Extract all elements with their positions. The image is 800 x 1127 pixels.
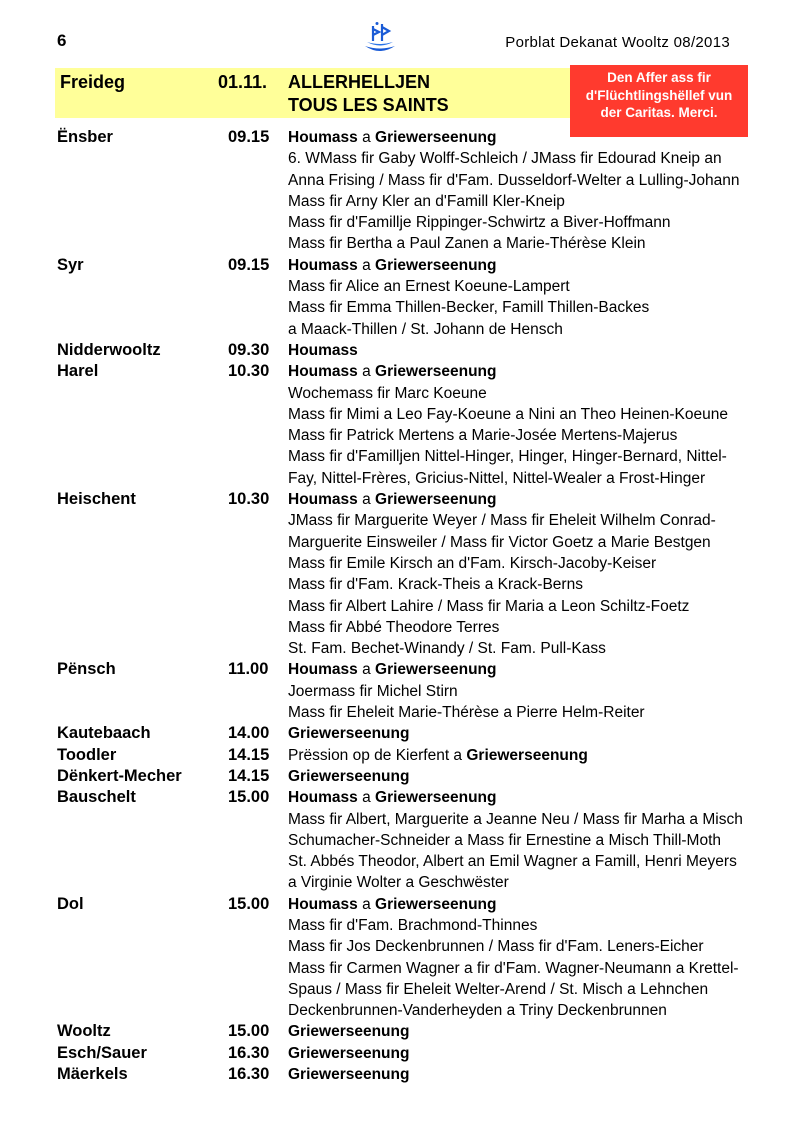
intention-line <box>0 468 800 489</box>
mass-intention: Spaus / Mass fir Eheleit Welter-Arend / St. Misch a Lehnchen <box>288 980 709 998</box>
mass-intention: Mass fir Bertha a Paul Zanen a Marie-Thérèse Klein <box>288 235 646 253</box>
service-blessing: Griewerseenung <box>375 129 497 146</box>
intention-line <box>0 553 800 574</box>
service-blessing: Griewerseenung <box>375 661 497 679</box>
mass-intention: Fay, Nittel-Frères, Gricius-Nittel, Nittel-Wealer a Frost-Hinger <box>288 469 706 487</box>
intention-line <box>0 851 800 872</box>
service-main: Houmass <box>288 661 358 679</box>
service-main: Griewerseenung <box>288 725 410 743</box>
mass-intention: Mass fir Abbé Theodore Terres <box>288 618 500 636</box>
service-connector: a <box>357 129 376 146</box>
mass-intention: Mass fir d'Fam. Krack-Theis a Krack-Berns <box>288 576 583 594</box>
intention-line <box>0 574 800 595</box>
notice-line: der Caritas. Merci. <box>600 105 718 120</box>
service-type <box>288 340 358 361</box>
service-main: Griewerseenung <box>288 1023 410 1041</box>
service-time: 15.00 <box>228 788 270 807</box>
mass-intention: Schumacher-Schneider a Mass fir Ernestine a Misch Thill-Moth <box>288 831 722 849</box>
service-main: Houmass <box>288 129 358 146</box>
service-main: Houmass <box>288 256 358 274</box>
entry-header-line <box>0 787 800 808</box>
intention-line <box>0 425 800 446</box>
mass-intention: Marguerite Einsweiler / Mass fir Victor Goetz a Marie Bestgen <box>288 533 711 551</box>
intention-line <box>0 510 800 531</box>
mass-intention: Mass fir Emma Thillen-Becker, Famill Thillen-Backes <box>288 299 650 317</box>
entry-header-line <box>0 1064 800 1085</box>
intention-line <box>0 596 800 617</box>
service-type <box>288 489 496 510</box>
parish-name: Heischent <box>57 490 136 509</box>
service-type <box>288 894 496 915</box>
intention-line <box>0 915 800 936</box>
parish-name: Kautebaach <box>57 724 151 743</box>
entry-header-line <box>0 340 800 361</box>
service-main: Houmass <box>288 341 358 359</box>
intention-line <box>0 872 800 893</box>
service-main: Griewerseenung <box>288 767 410 785</box>
notice-line: d'Flüchtlingshëllef vun <box>585 87 733 103</box>
mass-intention: Mass fir Patrick Mertens a Marie-Josée Mertens-Majerus <box>288 427 678 445</box>
schedule-entry <box>0 745 800 766</box>
entry-header-line <box>0 1043 800 1064</box>
mass-intention: Mass fir Arny Kler an d'Famill Kler-Kneip <box>288 192 565 210</box>
mass-intention: Mass fir Mimi a Leo Fay-Koeune a Nini an Theo Heinen-Koeune <box>288 405 728 423</box>
schedule-entry <box>0 894 800 1022</box>
intention-line <box>0 233 800 254</box>
service-time: 15.00 <box>228 894 270 913</box>
intention-line <box>0 212 800 233</box>
schedule-entry <box>0 1021 800 1042</box>
mass-schedule <box>0 127 800 1085</box>
service-time: 15.00 <box>228 1022 270 1041</box>
mass-intention: 6. WMass fir Gaby Wolff-Schleich / JMass fir Edourad Kneip an <box>288 150 722 168</box>
entry-header-line <box>0 127 800 148</box>
mass-intention: Mass fir Albert, Marguerite a Jeanne Neu / Mass fir Marha a Misch <box>288 810 743 828</box>
intention-line <box>0 830 800 851</box>
parish-name: Dënkert-Mecher <box>57 766 182 785</box>
mass-intention: Mass fir Eheleit Marie-Thérèse a Pierre Helm-Reiter <box>288 704 645 722</box>
mass-intention: Mass fir Jos Deckenbrunnen / Mass fir d'Fam. Leners-Eicher <box>288 938 704 956</box>
service-type <box>288 723 409 744</box>
service-type <box>288 745 588 766</box>
service-type <box>288 255 496 276</box>
service-type <box>288 1021 409 1042</box>
schedule-entry <box>0 659 800 723</box>
entry-header-line <box>0 489 800 510</box>
mass-intention: Wochemass fir Marc Koeune <box>288 384 487 402</box>
intention-line <box>0 319 800 340</box>
weekday: Freideg <box>60 72 126 92</box>
entry-header-line <box>0 766 800 787</box>
intention-line <box>0 532 800 553</box>
service-blessing: Griewerseenung <box>375 895 497 913</box>
feast-date: 01.11. <box>218 72 268 92</box>
mass-intention: JMass fir Marguerite Weyer / Mass fir Eheleit Wilhelm Conrad- <box>288 512 716 530</box>
intention-line <box>0 681 800 702</box>
service-time: 14.00 <box>228 724 270 743</box>
entry-header-line <box>0 361 800 382</box>
feast-name-fr: TOUS LES SAINTS <box>288 95 449 115</box>
intention-line <box>0 702 800 723</box>
parish-name: Toodler <box>57 745 117 764</box>
mass-intention: Mass fir d'Familljen Nittel-Hinger, Hinger, Hinger-Bernard, Nittel- <box>288 448 727 466</box>
service-blessing: Griewerseenung <box>375 789 497 807</box>
entry-header-line <box>0 659 800 680</box>
service-blessing: Griewerseenung <box>375 256 497 274</box>
entry-header-line <box>0 723 800 744</box>
service-time: 10.30 <box>228 490 270 509</box>
intention-line <box>0 297 800 318</box>
parish-name: Harel <box>57 362 99 381</box>
service-connector: a <box>357 895 376 913</box>
service-type <box>288 766 409 787</box>
schedule-entry <box>0 127 800 255</box>
service-main: Houmass <box>288 491 358 509</box>
mass-intention: Joermass fir Michel Stirn <box>288 682 458 700</box>
service-main: Griewerseenung <box>288 1066 410 1084</box>
service-time: 16.30 <box>228 1043 270 1062</box>
mass-intention: Mass fir d'Famillje Rippinger-Schwirtz a Biver-Hoffmann <box>288 214 671 232</box>
mass-intention: Mass fir Carmen Wagner a fir d'Fam. Wagner-Neumann a Krettel- <box>288 959 739 977</box>
service-time: 11.00 <box>228 660 269 679</box>
mass-intention: a Virginie Wolter a Geschwëster <box>288 874 509 892</box>
service-time: 10.30 <box>228 362 270 381</box>
schedule-entry <box>0 787 800 893</box>
parish-name: Ënsber <box>57 128 113 146</box>
service-time: 14.15 <box>228 745 270 764</box>
dekanat-logo-icon <box>362 20 398 56</box>
entry-header-line <box>0 255 800 276</box>
schedule-entry <box>0 1043 800 1064</box>
service-type <box>288 787 496 808</box>
service-type <box>288 1064 409 1085</box>
intention-line <box>0 617 800 638</box>
mass-intention: Mass fir Alice an Ernest Koeune-Lampert <box>288 278 570 296</box>
service-blessing: Griewerseenung <box>466 746 588 764</box>
schedule-entry <box>0 255 800 340</box>
parish-name: Pënsch <box>57 660 116 679</box>
intention-line <box>0 979 800 1000</box>
service-type <box>288 659 496 680</box>
service-connector: a <box>357 363 376 381</box>
service-blessing: Griewerseenung <box>375 491 497 509</box>
page-number: 6 <box>57 31 67 50</box>
parish-name: Syr <box>57 255 84 274</box>
mass-intention: Mass fir Emile Kirsch an d'Fam. Kirsch-Jacoby-Keiser <box>288 554 657 572</box>
service-connector: a <box>357 661 376 679</box>
service-connector: Prëssion op de Kierfent a <box>288 746 467 764</box>
service-main: Houmass <box>288 789 358 807</box>
parish-name: Dol <box>57 894 84 913</box>
service-time: 09.15 <box>228 128 270 146</box>
service-blessing: Griewerseenung <box>375 363 497 381</box>
intention-line <box>0 191 800 212</box>
service-type <box>288 1043 409 1064</box>
mass-intention: St. Abbés Theodor, Albert an Emil Wagner a Famill, Henri Meyers <box>288 853 737 871</box>
intention-line <box>0 1000 800 1021</box>
schedule-entry <box>0 1064 800 1085</box>
entry-header-line <box>0 894 800 915</box>
mass-intention: Anna Frising / Mass fir d'Fam. Dusseldorf-Welter a Lulling-Johann <box>288 171 740 189</box>
mass-intention: a Maack-Thillen / St. Johann de Hensch <box>288 320 563 338</box>
intention-line <box>0 638 800 659</box>
entry-header-line <box>0 745 800 766</box>
parish-name: Bauschelt <box>57 788 136 807</box>
service-main: Griewerseenung <box>288 1044 410 1062</box>
service-main: Houmass <box>288 363 358 381</box>
intention-line <box>0 148 800 169</box>
intention-line <box>0 809 800 830</box>
service-connector: a <box>357 256 376 274</box>
mass-intention: Mass fir Albert Lahire / Mass fir Maria a Leon Schiltz-Foetz <box>288 597 690 615</box>
intention-line <box>0 170 800 191</box>
feast-name-lb: ALLERHELLJEN <box>288 72 431 92</box>
schedule-entry <box>0 361 800 489</box>
publication-title: Porblat Dekanat Wooltz 08/2013 <box>505 34 730 51</box>
intention-line <box>0 276 800 297</box>
service-time: 14.15 <box>228 766 270 785</box>
service-time: 09.30 <box>228 340 270 359</box>
service-connector: a <box>357 491 376 509</box>
mass-intention: St. Fam. Bechet-Winandy / St. Fam. Pull-Kass <box>288 640 606 658</box>
schedule-entry <box>0 723 800 744</box>
mass-intention: Deckenbrunnen-Vanderheyden a Triny Deckenbrunnen <box>288 1002 667 1020</box>
notice-line: Den Affer ass fir <box>607 70 711 85</box>
intention-line <box>0 404 800 425</box>
parish-name: Esch/Sauer <box>57 1043 147 1062</box>
parish-name: Mäerkels <box>57 1065 128 1084</box>
intention-line <box>0 446 800 467</box>
intention-line <box>0 958 800 979</box>
schedule-entry <box>0 489 800 659</box>
schedule-entry <box>0 766 800 787</box>
service-type <box>288 127 496 148</box>
schedule-entry <box>0 340 800 361</box>
service-time: 09.15 <box>228 255 270 274</box>
parish-name: Wooltz <box>57 1022 111 1041</box>
service-type <box>288 361 496 382</box>
intention-line <box>0 936 800 957</box>
service-main: Houmass <box>288 895 358 913</box>
entry-header-line <box>0 1021 800 1042</box>
intention-line <box>0 383 800 404</box>
service-time: 16.30 <box>228 1065 270 1084</box>
mass-intention: Mass fir d'Fam. Brachmond-Thinnes <box>288 916 538 934</box>
service-connector: a <box>357 789 376 807</box>
parish-name: Nidderwooltz <box>57 340 161 359</box>
